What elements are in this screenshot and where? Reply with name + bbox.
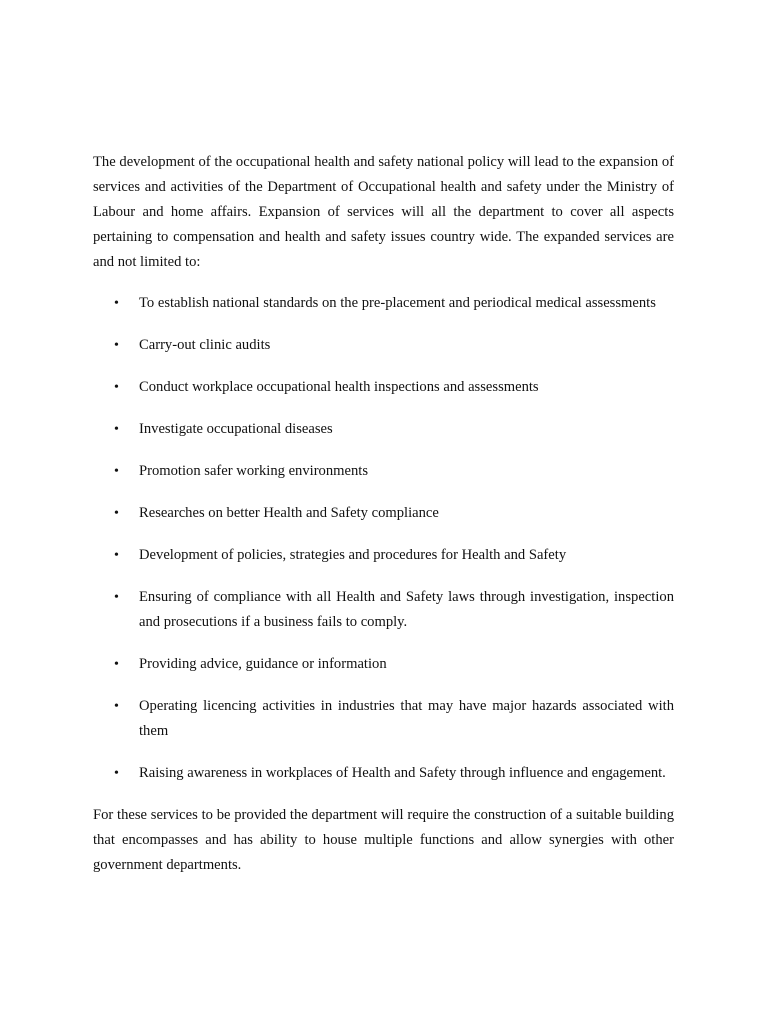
list-item: [93, 585, 674, 635]
list-item: [93, 652, 674, 677]
list-item-text: Investigate occupational diseases: [139, 421, 333, 437]
list-item: [93, 543, 674, 568]
bullet-icon: •: [114, 422, 119, 437]
list-item-text: Carry-out clinic audits: [139, 337, 271, 353]
bullet-icon: •: [114, 464, 119, 479]
bullet-icon: •: [114, 380, 119, 395]
list-item: [93, 291, 674, 316]
list-item-text: Researches on better Health and Safety compliance: [139, 505, 439, 521]
list-item: [93, 501, 674, 526]
list-item-text: Development of policies, strategies and procedures for Health and Safety: [139, 547, 567, 563]
list-item-text: To establish national standards on the pre-placement and periodical medical assessments: [139, 295, 656, 311]
list-item-text: Conduct workplace occupational health inspections and assessments: [139, 379, 539, 395]
services-list: [93, 291, 674, 786]
list-item: [93, 459, 674, 484]
list-item-text: Operating licencing activities in industries that may have major hazards associated with them: [139, 698, 674, 739]
list-item: [93, 694, 674, 744]
bullet-icon: •: [114, 506, 119, 521]
list-item-text: Ensuring of compliance with all Health and Safety laws through investigation, inspection and prosecutions if a business fails to comply.: [139, 589, 674, 630]
list-item: [93, 417, 674, 442]
bullet-icon: •: [114, 338, 119, 353]
bullet-icon: •: [114, 699, 119, 714]
list-item-text: Providing advice, guidance or information: [139, 656, 387, 672]
bullet-icon: •: [114, 296, 119, 311]
list-item: [93, 761, 674, 786]
closing-paragraph: For these services to be provided the department will require the construction of a suitable building that encompasses and has ability to house multiple functions and allow synergies with other government departments.: [93, 807, 674, 873]
bullet-icon: •: [114, 657, 119, 672]
intro-paragraph: The development of the occupational health and safety national policy will lead to the expansion of services and activities of the Department of Occupational health and safety under the Ministry of Labour and home affairs. Expansion of services will all the department to cover all aspects pertaining to compensation and health and safety issues country wide. The expanded services are and not limited to:: [93, 154, 674, 270]
document-body: [93, 150, 674, 878]
list-item-text: Promotion safer working environments: [139, 463, 369, 479]
bullet-icon: •: [114, 590, 119, 605]
bullet-icon: •: [114, 548, 119, 563]
list-item: [93, 333, 674, 358]
bullet-icon: •: [114, 766, 119, 781]
list-item: [93, 375, 674, 400]
list-item-text: Raising awareness in workplaces of Health and Safety through influence and engagement.: [139, 765, 666, 781]
